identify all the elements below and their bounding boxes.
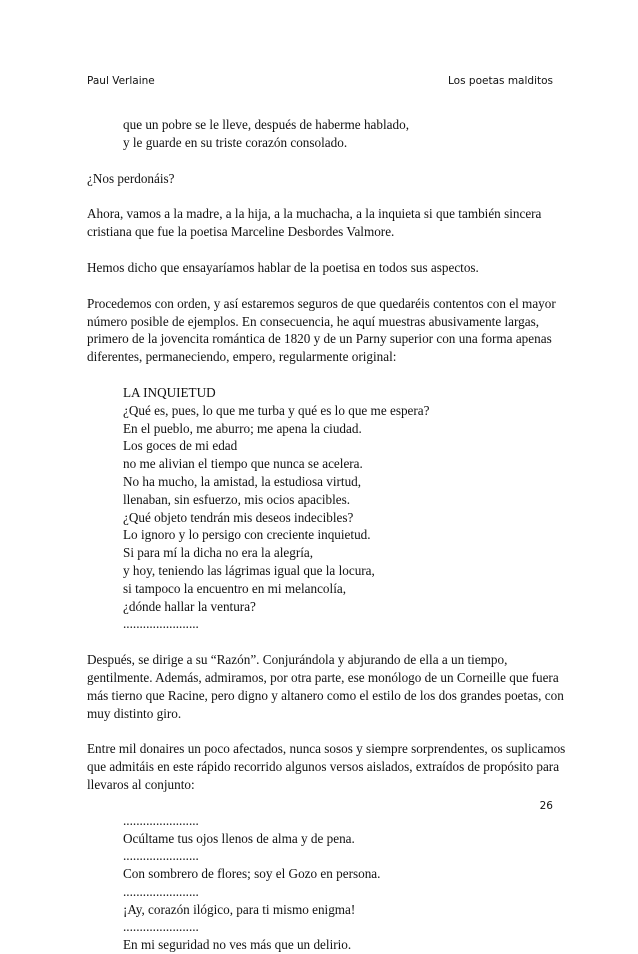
paragraph: ¿Nos perdonáis? <box>87 170 175 186</box>
verse-line: ¡Ay, corazón ilógico, para ti mismo enigma! <box>123 901 356 917</box>
verse-line: ¿Qué es, pues, lo que me turba y qué es lo que me espera? <box>123 402 430 418</box>
verse-line: Los goces de mi edad <box>123 438 238 454</box>
verse-line: Si para mí la dicha no era la alegría, <box>123 545 314 561</box>
text-line: Procedemos con orden, y así estaremos seguros de que quedaréis contentos con el mayor <box>87 295 556 311</box>
text-line: diferentes, permaneciendo, empero, regularmente original: <box>87 349 397 365</box>
poem-title: LA INQUIETUD <box>123 384 216 400</box>
verse-line: Ocúltame tus ojos llenos de alma y de pena. <box>123 830 355 846</box>
verse-line: llenaban, sin esfuerzo, mis ocios apacibles. <box>123 491 351 507</box>
text-line: número posible de ejemplos. En consecuencia, he aquí muestras abusivamente largas, <box>87 313 540 329</box>
ellipsis-line: ....................... <box>123 848 199 864</box>
verse-line: En el pueblo, me aburro; me apena la ciudad. <box>123 420 362 436</box>
verse-line: y le guarde en su triste corazón consolado. <box>123 134 348 150</box>
verse-line: ¿dónde hallar la ventura? <box>123 598 256 614</box>
opening-verse <box>87 116 555 152</box>
text-line: llevaros al conjunto: <box>87 776 195 792</box>
text-line: Entre mil donaires un poco afectados, nunca sosos y siempre sorprendentes, os suplicamos <box>87 741 566 757</box>
text-line: muy distinto giro. <box>87 705 182 721</box>
text-line: Ahora, vamos a la madre, a la hija, a la muchacha, a la inquieta si que también sincera <box>87 206 542 222</box>
verse-line: que un pobre se le lleve, después de haberme hablado, <box>123 117 409 132</box>
page-number: 26 <box>539 800 553 812</box>
poem-la-inquietud <box>87 384 555 633</box>
verse-line: si tampoco la encuentro en mi melancolía, <box>123 580 347 596</box>
ellipsis-line: ....................... <box>123 883 199 899</box>
verse-line: ¿Qué objeto tendrán mis deseos indecibles? <box>123 509 354 525</box>
verse-line: y hoy, teniendo las lágrimas igual que la locura, <box>123 562 375 578</box>
verse-line: No ha mucho, la amistad, la estudiosa virtud, <box>123 473 362 489</box>
verse-line: En mi seguridad no ves más que un delirio. <box>123 937 352 953</box>
text-line: más tierno que Racine, pero digno y altanero como el estilo de los dos grandes poetas, con <box>87 687 564 703</box>
text-line: que admitáis en este rápido recorrido algunos versos aislados, extraídos de propósito para <box>87 759 560 775</box>
isolated-verses <box>87 812 555 954</box>
text-line: gentilmente. Además, admiramos, por otra parte, ese monólogo de un Corneille que fuera <box>87 669 559 685</box>
text-line: cristiana que fue la poetisa Marceline Desbordes Valmore. <box>87 224 395 240</box>
page-body <box>87 116 566 954</box>
paragraph <box>87 651 564 722</box>
ellipsis-line: ....................... <box>123 616 199 632</box>
verse-line: no me alivian el tiempo que nunca se acelera. <box>123 456 363 472</box>
text-line: primero de la jovencita romántica de 1820 y de un Parny superior con una forma apenas <box>87 331 552 347</box>
paragraph <box>87 295 555 366</box>
header-book-title: Los poetas malditos <box>448 75 553 87</box>
verse-line: Con sombrero de flores; soy el Gozo en persona. <box>123 866 381 882</box>
text-line: Después, se dirige a su “Razón”. Conjurándola y abjurando de ella a un tiempo, <box>87 652 508 668</box>
verse-line: Lo ignoro y lo persigo con creciente inquietud. <box>123 527 371 543</box>
ellipsis-line: ....................... <box>123 919 199 935</box>
ellipsis-line: ....................... <box>123 812 199 828</box>
paragraph <box>87 740 566 793</box>
paragraph <box>87 205 555 241</box>
paragraph: Hemos dicho que ensayaríamos hablar de la poetisa en todos sus aspectos. <box>87 259 479 275</box>
header-author: Paul Verlaine <box>87 75 155 87</box>
